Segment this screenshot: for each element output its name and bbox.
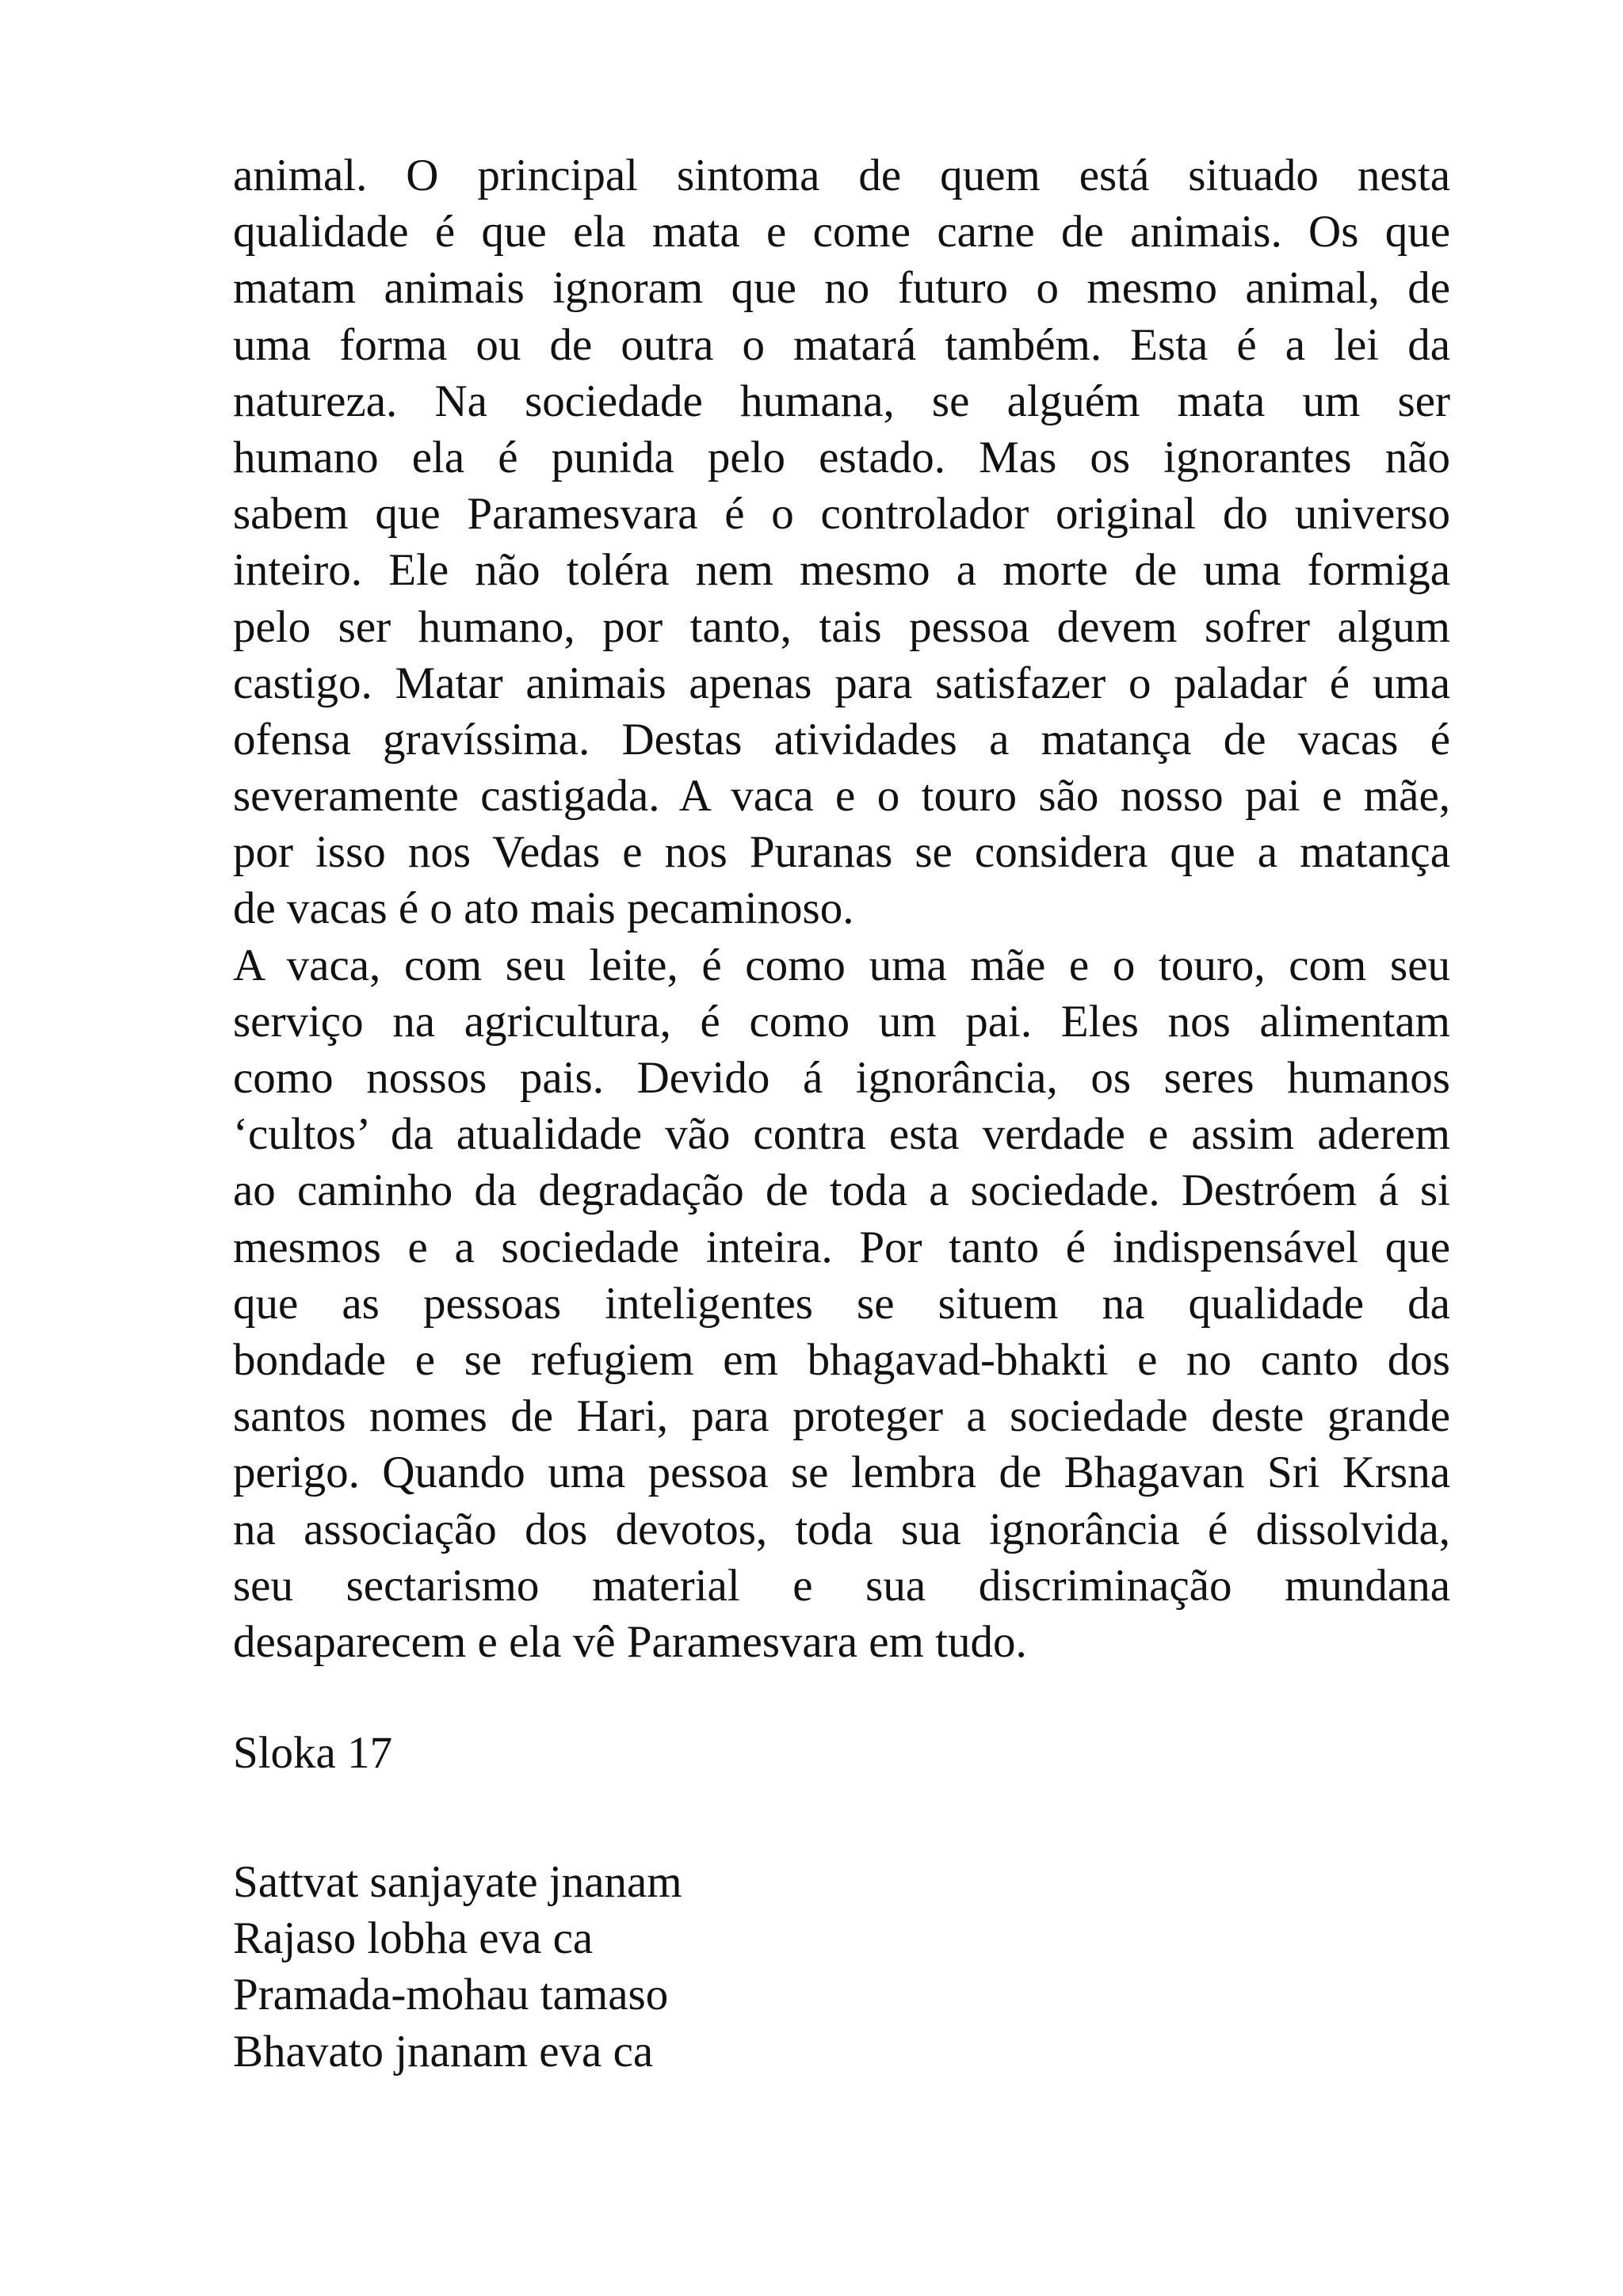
body-text [233, 147, 1450, 1670]
paragraph-line: santos nomes de Hari, para proteger a sociedade deste grande [233, 1391, 1450, 1442]
paragraph-line: por isso nos Vedas e nos Puranas se considera que a matança [233, 827, 1450, 878]
paragraph-line: como nossos pais. Devido á ignorância, os seres humanos [233, 1053, 1450, 1103]
sloka-heading-block [233, 1725, 1450, 1781]
paragraph-line: uma forma ou de outra o matará também. Esta é a lei da [233, 319, 1450, 370]
paragraph-line: seu sectarismo material e sua discriminação mundana [233, 1560, 1450, 1611]
paragraph-line: na associação dos devotos, toda sua ignorância é dissolvida, [233, 1504, 1450, 1554]
paragraph-line: ofensa gravíssima. Destas atividades a matança de vacas é [233, 714, 1450, 765]
paragraph-line: pelo ser humano, por tanto, tais pessoa devem sofrer algum [233, 601, 1450, 652]
verse-line: Bhavato jnanam eva ca [233, 2026, 654, 2077]
paragraph-line: bondade e se refugiem em bhagavad-bhakti e no canto dos [233, 1334, 1450, 1385]
paragraph-line: de vacas é o ato mais pecaminoso. [233, 883, 854, 934]
paragraph-line: castigo. Matar animais apenas para satisfazer o paladar é uma [233, 658, 1450, 708]
paragraph-line: humano ela é punida pelo estado. Mas os ignorantes não [233, 432, 1450, 482]
verse-line: Pramada-mohau tamaso [233, 1970, 669, 2020]
paragraph-line: desaparecem e ela vê Paramesvara em tudo. [233, 1616, 1027, 1667]
verse-block [233, 1854, 1450, 2080]
paragraph-line: perigo. Quando uma pessoa se lembra de Bhagavan Sri Krsna [233, 1447, 1450, 1498]
paragraph-line: sabem que Paramesvara é o controlador original do universo [233, 489, 1450, 540]
paragraph-line: serviço na agricultura, é como um pai. Eles nos alimentam [233, 996, 1450, 1047]
paragraph-line: A vaca, com seu leite, é como uma mãe e o touro, com seu [233, 940, 1450, 990]
verse-line: Sattvat sanjayate jnanam [233, 1857, 682, 1907]
verse-line: Rajaso lobha eva ca [233, 1913, 594, 1964]
paragraph-line: mesmos e a sociedade inteira. Por tanto é indispensável que [233, 1222, 1450, 1272]
paragraph-line: ao caminho da degradação de toda a sociedade. Destróem á si [233, 1165, 1450, 1216]
paragraph-line: ‘cultos’ da atualidade vão contra esta verdade e assim aderem [233, 1109, 1450, 1160]
sloka-heading: Sloka 17 [233, 1728, 393, 1778]
paragraph-line: animal. O principal sintoma de quem está situado nesta [233, 151, 1450, 200]
paragraph-line: matam animais ignoram que no futuro o mesmo animal, de [233, 263, 1450, 314]
paragraph-line: qualidade é que ela mata e come carne de animais. Os que [233, 207, 1450, 257]
paragraph-line: que as pessoas inteligentes se situem na qualidade da [233, 1278, 1450, 1329]
paragraph-line: severamente castigada. A vaca e o touro são nosso pai e mãe, [233, 771, 1450, 822]
paragraph-line: natureza. Na sociedade humana, se alguém mata um ser [233, 376, 1450, 426]
paragraph-line: inteiro. Ele não toléra nem mesmo a morte de uma formiga [233, 545, 1450, 596]
